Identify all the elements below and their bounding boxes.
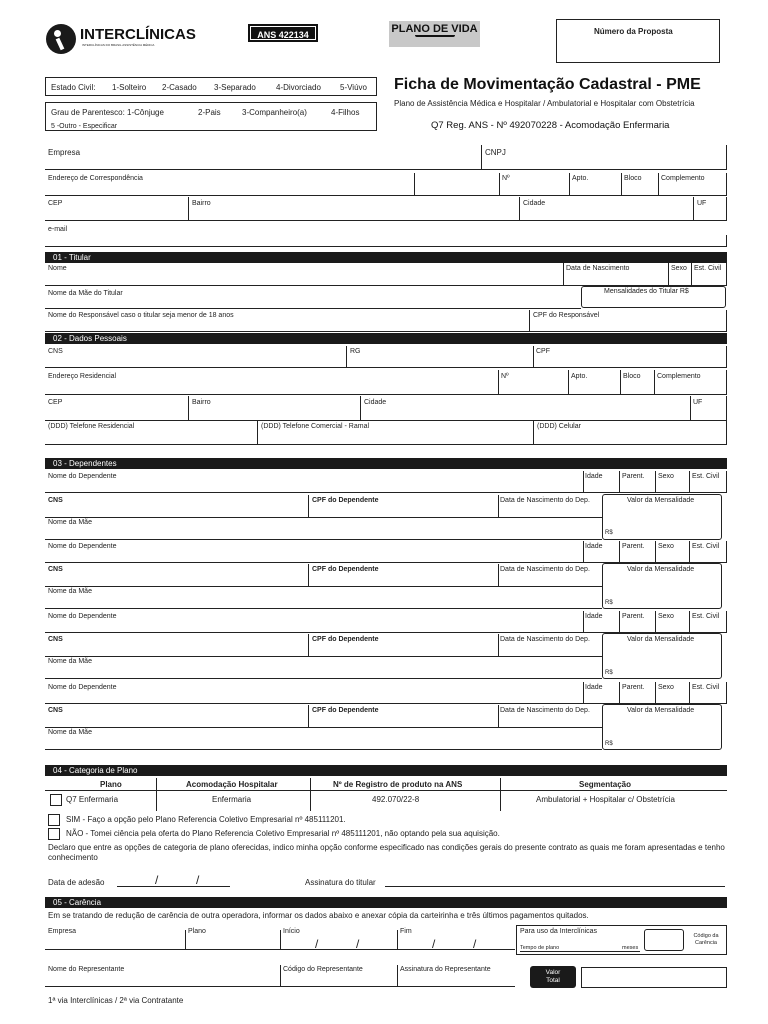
endereco-residencial-label: Endereço Residencial bbox=[48, 373, 117, 380]
dependente-nome-label: Nome do Dependente bbox=[48, 684, 117, 691]
date-slash: / bbox=[155, 873, 159, 887]
dependente-idade-label: Idade bbox=[585, 473, 603, 480]
date-slash: / bbox=[356, 937, 360, 951]
parentesco-option: 4-Filhos bbox=[331, 108, 360, 117]
estado-civil-option: 4-Divorciado bbox=[276, 83, 321, 92]
dependente-est-civil-label: Est. Civil bbox=[692, 473, 720, 480]
section-dependentes-header: 03 - Dependentes bbox=[45, 458, 727, 469]
uso-interclinicas-label: Para uso da Interclínicas bbox=[520, 928, 598, 935]
dependente-est-civil-label: Est. Civil bbox=[692, 613, 720, 620]
sim-checkbox[interactable] bbox=[48, 814, 60, 826]
logo-name: INTERCLÍNICAS bbox=[80, 26, 196, 43]
dependente-parent-label: Parent. bbox=[622, 543, 645, 550]
carencia-inicio-label: Início bbox=[283, 928, 300, 935]
logo-icon bbox=[46, 24, 76, 54]
parentesco-label: Grau de Parentesco: 1-Cônjuge bbox=[51, 108, 164, 117]
data-adesao-label: Data de adesão bbox=[48, 878, 105, 887]
parentesco-option: 3-Companheiro(a) bbox=[242, 108, 307, 117]
dependente-valor-label: Valor da Mensalidade bbox=[627, 636, 695, 643]
codigo-carencia-field[interactable] bbox=[644, 929, 684, 951]
logo-tagline: INTERCLÍNICAS DO BRASIL ASSISTÊNCIA MÉDICA bbox=[82, 43, 155, 47]
cnpj-label: CNPJ bbox=[485, 148, 506, 157]
dependente-mae-label: Nome da Mãe bbox=[48, 519, 92, 526]
estado-civil-option: 5-Viúvo bbox=[340, 83, 367, 92]
dependente-cpf-label: CPF do Dependente bbox=[312, 497, 379, 504]
numero-proposta-label: Número da Proposta bbox=[594, 27, 673, 36]
registro-value: 492.070/22-8 bbox=[372, 795, 420, 804]
assinatura-titular-label: Assinatura do titular bbox=[305, 878, 376, 887]
endereco-corresp-label: Endereço de Correspondência bbox=[48, 175, 143, 182]
dependente-cns-label: CNS bbox=[48, 707, 63, 714]
segmentacao-value: Ambulatorial + Hospitalar c/ Obstetrícia bbox=[536, 795, 675, 804]
cns-label: CNS bbox=[48, 348, 63, 355]
responsavel-label: Nome do Responsável caso o titular seja menor de 18 anos bbox=[48, 312, 234, 319]
titular-nome-label: Nome bbox=[48, 265, 67, 272]
estado-civil-option: 3-Separado bbox=[214, 83, 256, 92]
section-titular-header: 01 - Titular bbox=[45, 252, 727, 263]
dependente-rs-label: R$ bbox=[605, 530, 613, 536]
dependente-parent-label: Parent. bbox=[622, 684, 645, 691]
rg-label: RG bbox=[350, 348, 361, 355]
dependente-rs-label: R$ bbox=[605, 670, 613, 676]
dependente-est-civil-label: Est. Civil bbox=[692, 543, 720, 550]
valor-total-field[interactable] bbox=[581, 967, 727, 988]
dependente-sexo-label: Sexo bbox=[658, 684, 674, 691]
residencial-complemento-label: Complemento bbox=[657, 373, 701, 380]
dependente-rs-label: R$ bbox=[605, 600, 613, 606]
dependente-parent-label: Parent. bbox=[622, 613, 645, 620]
dependente-valor-label: Valor da Mensalidade bbox=[627, 566, 695, 573]
dependente-sexo-label: Sexo bbox=[658, 613, 674, 620]
col-acomodacao-header: Acomodação Hospitalar bbox=[186, 780, 278, 789]
dependente-cpf-label: CPF do Dependente bbox=[312, 707, 379, 714]
assinatura-representante-label: Assinatura do Representante bbox=[400, 966, 491, 973]
residencial-numero-label: Nº bbox=[501, 373, 509, 380]
col-registro-header: Nº de Registro de produto na ANS bbox=[333, 780, 463, 789]
nao-option-label: NÃO - Tomei ciência pela oferta do Plano Referencia Coletivo Empresarial nº 485111201, não optando pela sua aquisição. bbox=[66, 829, 500, 838]
date-slash: / bbox=[315, 937, 319, 951]
codigo-carencia-label: Código da Carência bbox=[693, 933, 719, 946]
dependente-cns-label: CNS bbox=[48, 497, 63, 504]
titular-est-civil-label: Est. Civil bbox=[694, 265, 722, 272]
residencial-bairro-label: Bairro bbox=[192, 399, 211, 406]
date-slash: / bbox=[196, 873, 200, 887]
date-slash: / bbox=[432, 937, 436, 951]
valor-total-label: Valor Total bbox=[530, 966, 576, 988]
titular-data-nasc-label: Data de Nascimento bbox=[566, 265, 630, 272]
dependente-valor-label: Valor da Mensalidade bbox=[627, 497, 695, 504]
dependente-sexo-label: Sexo bbox=[658, 473, 674, 480]
dependente-idade-label: Idade bbox=[585, 684, 603, 691]
dependente-cpf-label: CPF do Dependente bbox=[312, 566, 379, 573]
dependente-nome-label: Nome do Dependente bbox=[48, 473, 117, 480]
dependente-parent-label: Parent. bbox=[622, 473, 645, 480]
data-adesao-field[interactable] bbox=[117, 886, 230, 887]
representante-field[interactable] bbox=[45, 986, 515, 987]
col-plano-header: Plano bbox=[100, 780, 122, 789]
date-slash: / bbox=[473, 937, 477, 951]
celular-label: (DDD) Celular bbox=[537, 423, 581, 430]
plano-de-vida-logo: PLANO DE VIDA bbox=[389, 21, 480, 47]
telefone-comercial-label: (DDD) Telefone Comercial - Ramal bbox=[261, 423, 370, 430]
dependente-mae-label: Nome da Mãe bbox=[48, 658, 92, 665]
parentesco-other-line[interactable] bbox=[138, 130, 374, 131]
ans-badge: ANS 422134 bbox=[248, 24, 318, 42]
carencia-plano-label: Plano bbox=[188, 928, 206, 935]
dependente-data-nasc-label: Data de Nascimento do Dep. bbox=[500, 566, 590, 573]
nao-checkbox[interactable] bbox=[48, 828, 60, 840]
estado-civil-option: 1-Solteiro bbox=[112, 83, 147, 92]
plan-registration: Q7 Reg. ANS - Nº 492070228 - Acomodação Enfermaria bbox=[431, 120, 670, 131]
dependente-cpf-label: CPF do Dependente bbox=[312, 636, 379, 643]
telefone-residencial-label: (DDD) Telefone Residencial bbox=[48, 423, 135, 430]
estado-civil-label: Estado Civil: bbox=[51, 83, 96, 92]
residencial-apto-label: Apto. bbox=[571, 373, 588, 380]
meses-label: meses bbox=[622, 945, 639, 951]
dependente-data-nasc-label: Data de Nascimento do Dep. bbox=[500, 636, 590, 643]
cpf-responsavel-label: CPF do Responsável bbox=[533, 312, 600, 319]
dependente-cns-label: CNS bbox=[48, 566, 63, 573]
acomodacao-value: Enfermaria bbox=[212, 795, 252, 804]
residencial-cidade-label: Cidade bbox=[364, 399, 387, 406]
dependente-est-civil-label: Est. Civil bbox=[692, 684, 720, 691]
plano-checkbox[interactable] bbox=[50, 794, 62, 806]
codigo-representante-label: Código do Representante bbox=[283, 966, 363, 973]
dependente-valor-label: Valor da Mensalidade bbox=[627, 707, 695, 714]
dependente-nome-label: Nome do Dependente bbox=[48, 543, 117, 550]
titular-sexo-label: Sexo bbox=[671, 265, 687, 272]
dependente-mae-label: Nome da Mãe bbox=[48, 588, 92, 595]
carencia-fim-label: Fim bbox=[400, 928, 412, 935]
section-carencia-header: 05 - Carência bbox=[45, 897, 727, 908]
sim-option-label: SIM - Faço a opção pelo Plano Referencia Coletivo Empresarial nº 485111201. bbox=[66, 815, 346, 824]
parentesco-other: 5 -Outro - Especificar bbox=[51, 123, 118, 130]
declaracao-text: Declaro que entre as opções de categoria de plano oferecidas, indico minha opção conforme especificado nas condições gerais do presente contrato as quais me foram apresentadas e tenho conhecimento bbox=[48, 843, 725, 862]
residencial-uf-label: UF bbox=[693, 399, 703, 406]
dependente-mae-label: Nome da Mãe bbox=[48, 729, 92, 736]
footer-vias: 1ª via Interclínicas / 2ª via Contratante bbox=[48, 996, 184, 1005]
col-segmentacao-header: Segmentação bbox=[579, 780, 632, 789]
estado-civil-option: 2-Casado bbox=[162, 83, 197, 92]
numero-label: Nº bbox=[502, 175, 510, 182]
dependente-cns-label: CNS bbox=[48, 636, 63, 643]
dependente-idade-label: Idade bbox=[585, 613, 603, 620]
empresa-label: Empresa bbox=[48, 148, 81, 157]
bloco-label: Bloco bbox=[624, 175, 642, 182]
numero-proposta-box[interactable] bbox=[556, 19, 720, 63]
section-dados-pessoais-header: 02 - Dados Pessoais bbox=[45, 333, 727, 344]
complemento-label: Complemento bbox=[661, 175, 705, 182]
cep-label: CEP bbox=[48, 200, 63, 207]
uf-label: UF bbox=[697, 200, 707, 207]
dependente-sexo-label: Sexo bbox=[658, 543, 674, 550]
representante-label: Nome do Representante bbox=[48, 966, 125, 973]
plano-value: Q7 Enfermaria bbox=[66, 795, 119, 804]
residencial-cep-label: CEP bbox=[48, 399, 63, 406]
parentesco-option: 2-Pais bbox=[198, 108, 221, 117]
carencia-instructions: Em se tratando de redução de carência de outra operadora, informar os dados abaixo e anexar cópia da carteirinha e três últimos pagamentos quitados. bbox=[48, 911, 589, 920]
residencial-bloco-label: Bloco bbox=[623, 373, 641, 380]
titular-mae-label: Nome da Mãe do Titular bbox=[48, 290, 123, 297]
carencia-empresa-field[interactable] bbox=[45, 949, 515, 950]
apto-label: Apto. bbox=[572, 175, 589, 182]
page-title: Ficha de Movimentação Cadastral - PME bbox=[394, 76, 701, 93]
carencia-empresa-label: Empresa bbox=[48, 928, 77, 935]
bairro-label: Bairro bbox=[192, 200, 211, 207]
dependente-idade-label: Idade bbox=[585, 543, 603, 550]
dependente-data-nasc-label: Data de Nascimento do Dep. bbox=[500, 497, 590, 504]
cpf-label: CPF bbox=[536, 348, 550, 355]
mensalidades-titular-label: Mensalidades do Titular R$ bbox=[604, 288, 689, 295]
assinatura-titular-field[interactable] bbox=[385, 886, 725, 887]
email-label: e-mail bbox=[48, 226, 68, 233]
tempo-plano-label: Tempo de plano bbox=[520, 945, 560, 951]
dependente-rs-label: R$ bbox=[605, 741, 613, 747]
page-subtitle: Plano de Assistência Médica e Hospitalar / Ambulatorial e Hospitalar com Obstetrícia bbox=[394, 99, 695, 108]
cidade-label: Cidade bbox=[523, 200, 546, 207]
dependente-nome-label: Nome do Dependente bbox=[48, 613, 117, 620]
dependente-data-nasc-label: Data de Nascimento do Dep. bbox=[500, 707, 590, 714]
section-categoria-header: 04 - Categoria de Plano bbox=[45, 765, 727, 776]
